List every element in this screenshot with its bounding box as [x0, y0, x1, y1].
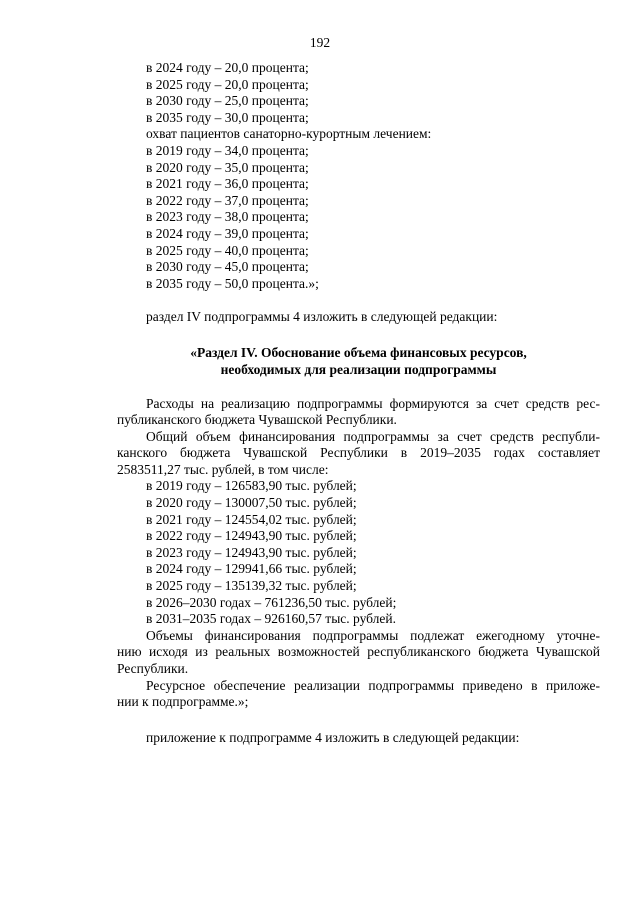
list-item: в 2030 году – 45,0 процента;: [146, 259, 309, 275]
list-item: в 2026–2030 годах – 761236,50 тыс. рублей;: [146, 594, 397, 610]
section-heading: [117, 344, 600, 378]
page-body: [117, 60, 600, 746]
paragraph-line: Расходы на реализацию подпрограммы формируются за счет средств рес-: [146, 395, 600, 411]
paragraph-line: канского бюджета Чувашской Республики в 2019–2035 годах составляет: [117, 445, 600, 461]
list-item: в 2025 году – 20,0 процента;: [146, 76, 309, 92]
section-instruction: раздел IV подпрограммы 4 изложить в следующей редакции:: [146, 308, 498, 324]
list-item: в 2030 году – 25,0 процента;: [146, 93, 309, 109]
paragraph-line: Объемы финансирования подпрограммы подлежат ежегодному уточне-: [146, 627, 600, 643]
paragraph-resource-support: [117, 678, 600, 711]
paragraph-line: публиканского бюджета Чувашской Республики.: [117, 412, 397, 428]
list-item: в 2035 году – 30,0 процента;: [146, 109, 309, 125]
list-item: в 2024 году – 39,0 процента;: [146, 225, 309, 241]
list-item: в 2023 году – 124943,90 тыс. рублей;: [146, 544, 357, 560]
indicator-list-a: [117, 60, 600, 126]
list-item: в 2020 году – 35,0 процента;: [146, 159, 309, 175]
paragraph-line: Ресурсное обеспечение реализации подпрограммы приведено в приложе-: [146, 677, 600, 693]
coverage-label: охват пациентов санаторно-курортным лечением:: [146, 126, 432, 142]
list-item: в 2031–2035 годах – 926160,57 тыс. рублей.: [146, 611, 397, 627]
list-item: в 2022 году – 37,0 процента;: [146, 192, 309, 208]
paragraph-annual-adjustment: [117, 628, 600, 678]
list-item: в 2022 году – 124943,90 тыс. рублей;: [146, 528, 357, 544]
list-item: в 2035 году – 50,0 процента.»;: [146, 275, 319, 291]
paragraph-expenses: [117, 396, 600, 429]
list-item: в 2019 году – 126583,90 тыс. рублей;: [146, 478, 357, 494]
funding-list: [117, 478, 600, 627]
list-item: в 2021 году – 124554,02 тыс. рублей;: [146, 511, 357, 527]
paragraph-line: нии к подпрограмме.»;: [117, 694, 249, 710]
list-item: в 2025 году – 40,0 процента;: [146, 242, 309, 258]
list-item: в 2020 году – 130007,50 тыс. рублей;: [146, 495, 357, 511]
list-item: в 2024 году – 20,0 процента;: [146, 60, 309, 75]
page-number: 192: [309, 35, 331, 50]
list-item: в 2024 году – 129941,66 тыс. рублей;: [146, 561, 357, 577]
list-item: в 2021 году – 36,0 процента;: [146, 176, 309, 192]
paragraph-total-funding: [117, 429, 600, 479]
section-heading-line: «Раздел IV. Обоснование объема финансовых ресурсов,: [190, 344, 527, 360]
paragraph-line: нию исходя из реальных возможностей республиканского бюджета Чувашской: [117, 644, 600, 660]
list-item: в 2023 году – 38,0 процента;: [146, 209, 309, 225]
paragraph-line: Общий объем финансирования подпрограммы за счет средств республи-: [146, 428, 600, 444]
indicator-list-b: [117, 143, 600, 292]
section-heading-line: необходимых для реализации подпрограммы: [220, 361, 497, 377]
paragraph-line: Республики.: [117, 661, 189, 676]
list-item: в 2019 году – 34,0 процента;: [146, 142, 309, 158]
appendix-instruction: приложение к подпрограмме 4 изложить в следующей редакции:: [146, 729, 520, 745]
list-item: в 2025 году – 135139,32 тыс. рублей;: [146, 578, 357, 594]
paragraph-line: 2583511,27 тыс. рублей, в том числе:: [117, 461, 329, 477]
